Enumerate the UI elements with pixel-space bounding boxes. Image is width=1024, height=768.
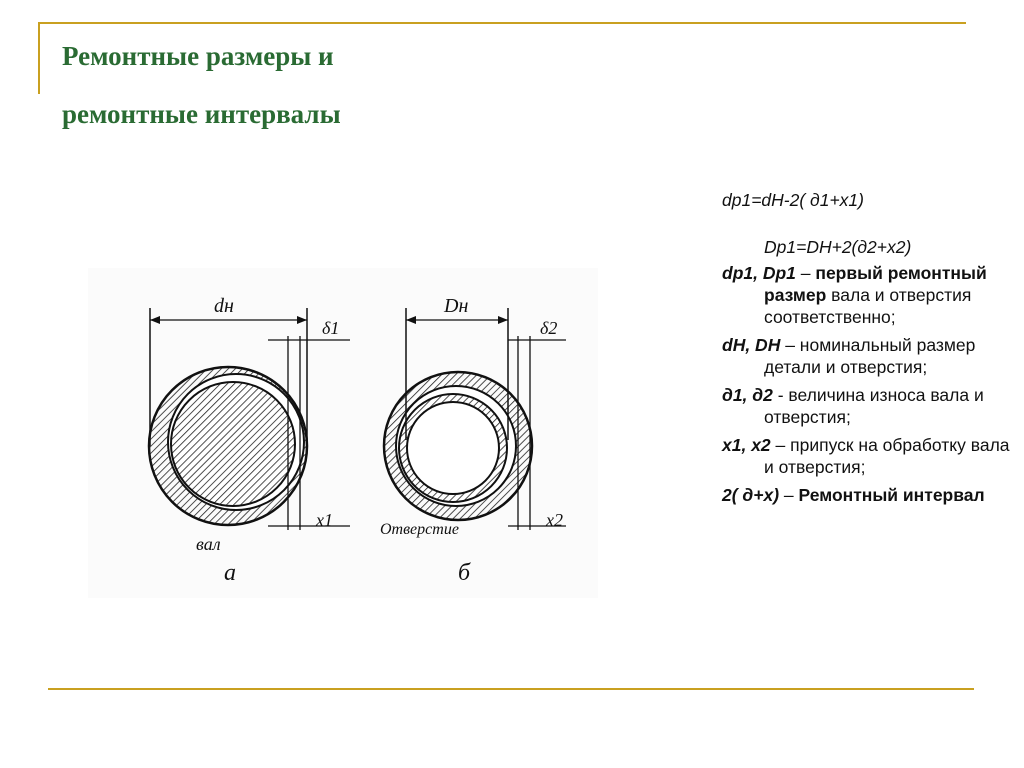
delta1-label: δ1 bbox=[322, 318, 340, 338]
definition-text: величина износа вала и отверстия; bbox=[764, 385, 984, 427]
definition-term: dH, DH bbox=[722, 335, 781, 355]
definition-item bbox=[722, 434, 1012, 478]
shaft-core-circle bbox=[171, 382, 295, 506]
x2-label: x2 bbox=[546, 510, 563, 530]
definition-term: x1, x2 bbox=[722, 435, 771, 455]
definition-dash: – bbox=[779, 485, 799, 505]
shaft-caption: вал bbox=[196, 534, 221, 554]
definition-text: номинальный размер детали и отверстия; bbox=[764, 335, 976, 377]
definition-term: 2( д+x) bbox=[722, 485, 780, 505]
x1-label: x1 bbox=[316, 510, 333, 530]
hole-bore-circle bbox=[407, 402, 499, 494]
definition-text: припуск на обработку вала и отверстия; bbox=[764, 435, 1010, 477]
hole-dn-label: Dн bbox=[444, 295, 469, 317]
definition-dash: – bbox=[795, 263, 816, 283]
definition-item bbox=[722, 484, 1012, 506]
technical-drawing bbox=[88, 268, 598, 598]
definition-item bbox=[722, 384, 1012, 428]
definition-term: д1, д2 bbox=[722, 385, 773, 405]
definition-text: вала и отверстия соответственно; bbox=[764, 285, 972, 327]
definition-dash: – bbox=[780, 335, 800, 355]
formula-hole: Dp1=DH+2(д2+x2) bbox=[764, 237, 912, 257]
bottom-rule bbox=[48, 688, 974, 690]
definition-item bbox=[722, 262, 1012, 328]
shaft-dn-label: dн bbox=[214, 295, 234, 317]
figure-b-label: б bbox=[458, 560, 471, 586]
title-line-2: ремонтные интервалы bbox=[62, 99, 341, 129]
left-rule bbox=[38, 22, 40, 94]
top-rule bbox=[38, 22, 966, 24]
formula-block bbox=[722, 190, 1012, 512]
definition-term: dp1, Dp1 bbox=[722, 263, 796, 283]
formula-shaft: dp1=dH-2( д1+x1) bbox=[722, 190, 864, 210]
hole-caption: Отверстие bbox=[380, 521, 459, 538]
figure-a-label: а bbox=[224, 560, 236, 586]
definition-dash: – bbox=[770, 435, 791, 455]
definition-dash: - bbox=[772, 385, 789, 405]
delta2-label: δ2 bbox=[540, 318, 558, 338]
drawing-svg bbox=[88, 268, 598, 598]
slide-title bbox=[62, 36, 662, 152]
title-line-1: Ремонтные размеры и bbox=[62, 41, 334, 71]
definition-item bbox=[722, 334, 1012, 378]
definition-bold-text: первый ремонтный размер bbox=[764, 263, 987, 305]
definition-bold-text: Ремонтный интервал bbox=[798, 485, 985, 505]
